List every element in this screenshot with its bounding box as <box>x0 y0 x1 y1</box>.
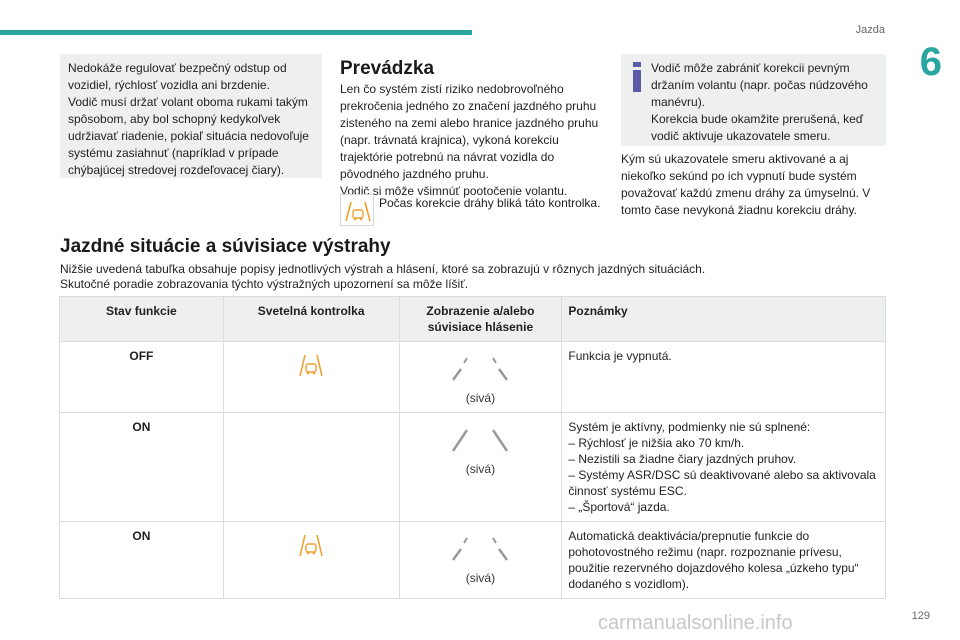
table-row <box>60 413 886 522</box>
info-box <box>621 54 886 146</box>
operation-paragraph: Vodič si môže všimnúť pootočenie volantu. <box>340 184 568 198</box>
info-line: Korekcia bude okamžite prerušená, keď vodič aktivuje ukazovatele smeru. <box>651 112 864 143</box>
state-cell: OFF <box>60 342 224 413</box>
col-header: Zobrazenie a/alebo súvisiace hlásenie <box>399 297 562 342</box>
table-row <box>60 342 886 413</box>
lane-keeping-lamp-icon <box>296 530 326 560</box>
state-cell: ON <box>60 522 224 599</box>
display-caption: (sivá) <box>465 571 496 585</box>
note-line: Funkcia je vypnutá. <box>568 349 672 363</box>
situations-table <box>59 296 886 599</box>
lamp-cell <box>223 413 399 522</box>
lamp-description: Počas korekcie dráhy bliká táto kontrolka. <box>379 196 601 210</box>
header-accent-bar <box>0 30 472 35</box>
situations-title: Jazdné situácie a súvisiace výstrahy <box>60 236 391 257</box>
table-header-row <box>60 297 886 342</box>
header-title: Jazda <box>855 24 885 36</box>
situations-intro <box>60 262 890 292</box>
lamp-row <box>340 194 612 228</box>
intro-line: Skutočné poradie zobrazovania týchto výstražných upozornení sa môže líšiť. <box>60 277 469 291</box>
note-line: – Nezistili sa žiadne čiary jazdných pruhov. <box>568 452 797 466</box>
lane-keeping-lamp-icon <box>340 194 374 226</box>
operation-text <box>340 81 612 200</box>
notes-cell <box>562 342 886 413</box>
note-line: – Systémy ASR/DSC sú deaktivované alebo sa aktivovala činnosť systému ESC. <box>568 468 876 498</box>
chapter-number: 6 <box>919 40 942 84</box>
note-line: Systém je aktívny, podmienky nie sú splnené: <box>568 420 811 434</box>
operation-paragraph: Len čo systém zistí riziko nedobrovoľného prekročenia jedného zo značení jazdného pruhu zisteného na zemi alebo hranice jazdného pruhu (napr. trávnatá krajnica), vykoná korekciu trajektórie potrebnú na návrat vozidla do pôvodného jazdného pruhu. <box>340 82 599 181</box>
page-number: 129 <box>911 610 930 622</box>
lane-lines-icon <box>445 427 515 453</box>
state-cell: ON <box>60 413 224 522</box>
warning-line: Vodič musí držať volant oboma rukami takým spôsobom, aby bol schopný kedykoľvek udržiavať riadenie, pokiaľ situácia nedovoľuje systému zasiahnuť (napríklad v prípade chýbajúcej stredovej rozdeľovacej čiary). <box>68 95 309 177</box>
display-caption: (sivá) <box>465 391 496 405</box>
info-icon <box>630 62 644 92</box>
display-cell <box>399 413 562 522</box>
lamp-cell <box>223 342 399 413</box>
note-line: – „Športová“ jazda. <box>568 500 670 514</box>
col-header: Stav funkcie <box>60 297 224 342</box>
display-caption: (sivá) <box>465 462 496 476</box>
display-cell <box>399 522 562 599</box>
warning-line: Nedokáže regulovať bezpečný odstup od vozidiel, rýchlosť vozidla ani brzdenie. <box>68 61 287 92</box>
notes-cell <box>562 522 886 599</box>
lane-lines-icon <box>445 356 515 382</box>
warning-box <box>60 54 322 178</box>
operation-title: Prevádzka <box>340 58 435 79</box>
col-header: Svetelná kontrolka <box>223 297 399 342</box>
lamp-cell <box>223 522 399 599</box>
note-line: Automatická deaktivácia/prepnutie funkcie do pohotovostného režimu (napr. rozpoznanie prívesu, použitie rezervného dojazdového kolesa „úzkeho typu“ dodaného s vozidlom). <box>568 529 859 591</box>
indicators-text: Kým sú ukazovatele smeru aktivované a aj niekoľko sekúnd po ich vypnutí bude systém považovať každú zmenu dráhy za úmyselnú. V tomto čase nevykoná žiadnu korekciu dráhy. <box>621 152 871 217</box>
info-line: Vodič môže zabrániť korekcii pevným držaním volantu (napr. počas núdzového manévru). <box>651 61 868 109</box>
lane-keeping-lamp-icon <box>296 350 326 380</box>
table-row <box>60 522 886 599</box>
display-cell <box>399 342 562 413</box>
notes-cell <box>562 413 886 522</box>
lane-lines-icon <box>445 536 515 562</box>
col-header: Poznámky <box>562 297 886 342</box>
intro-line: Nižšie uvedená tabuľka obsahuje popisy jednotlivých výstrah a hlásení, ktoré sa zobrazujú v rôznych jazdných situáciách. <box>60 262 706 276</box>
watermark: carmanualsonline.info <box>598 612 793 634</box>
note-line: – Rýchlosť je nižšia ako 70 km/h. <box>568 436 745 450</box>
